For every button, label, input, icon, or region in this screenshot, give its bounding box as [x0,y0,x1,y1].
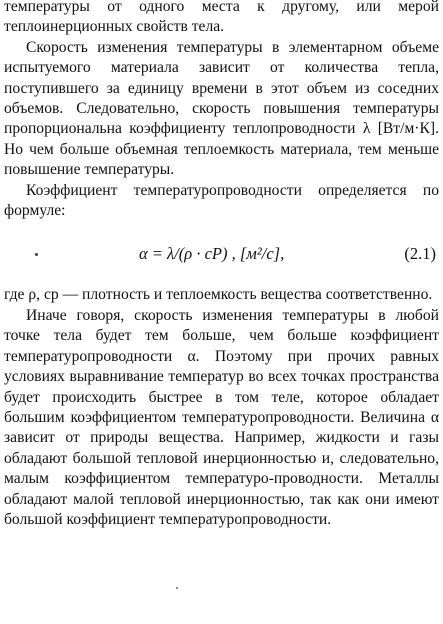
document-page [4,0,439,530]
paragraph-temperature-rate: Скорость изменения температуры в элементарном объеме испытуемого материала зависит от количества тепла, поступившего за единицу времени в этот объем из соседних объемов. Следовательно, скорость повышения температуры пропорциональна коэффициенту теплопроводности λ [Вт/м·К]. Но чем больше объемная теплоемкость материала, тем меньше повышение температуры. [4,38,439,179]
formula-block [4,229,439,275]
paragraph-formula-intro: Коэффициент температуропроводности определяется по формуле: [4,181,439,220]
formula-number: (2.1) [404,244,436,264]
scan-artifact-dot [176,587,178,589]
paragraph-continuation: температуры от одного места к другому, или мерой теплоинерционных свойств тела. [4,0,439,36]
paragraph-diffusivity-explanation: Иначе говоря, скорость изменения температуры в любой точке тела будет тем больше, чем больше коэффициент температуропроводности α. Поэтому при прочих равных условиях выравнивание температур во всех точках пространства будет происходить быстрее в том теле, которое обладает большим коэффициентом температуропроводности. Величина α зависит от природы вещества. Например, жидкости и газы обладают большой тепловой инерционностью и, следовательно, малым коэффициентом температуро-проводности. Металлы обладают малой тепловой инерционностью, так как они имеют большой коэффициент температуропроводности. [4,306,439,528]
scan-dot-mark [35,253,38,256]
paragraph-variable-definitions: где ρ, cp — плотность и теплоемкость вещества соответственно. [4,286,433,304]
formula-expression: α = λ/(ρ · cP) , [м²/с], [139,244,285,264]
